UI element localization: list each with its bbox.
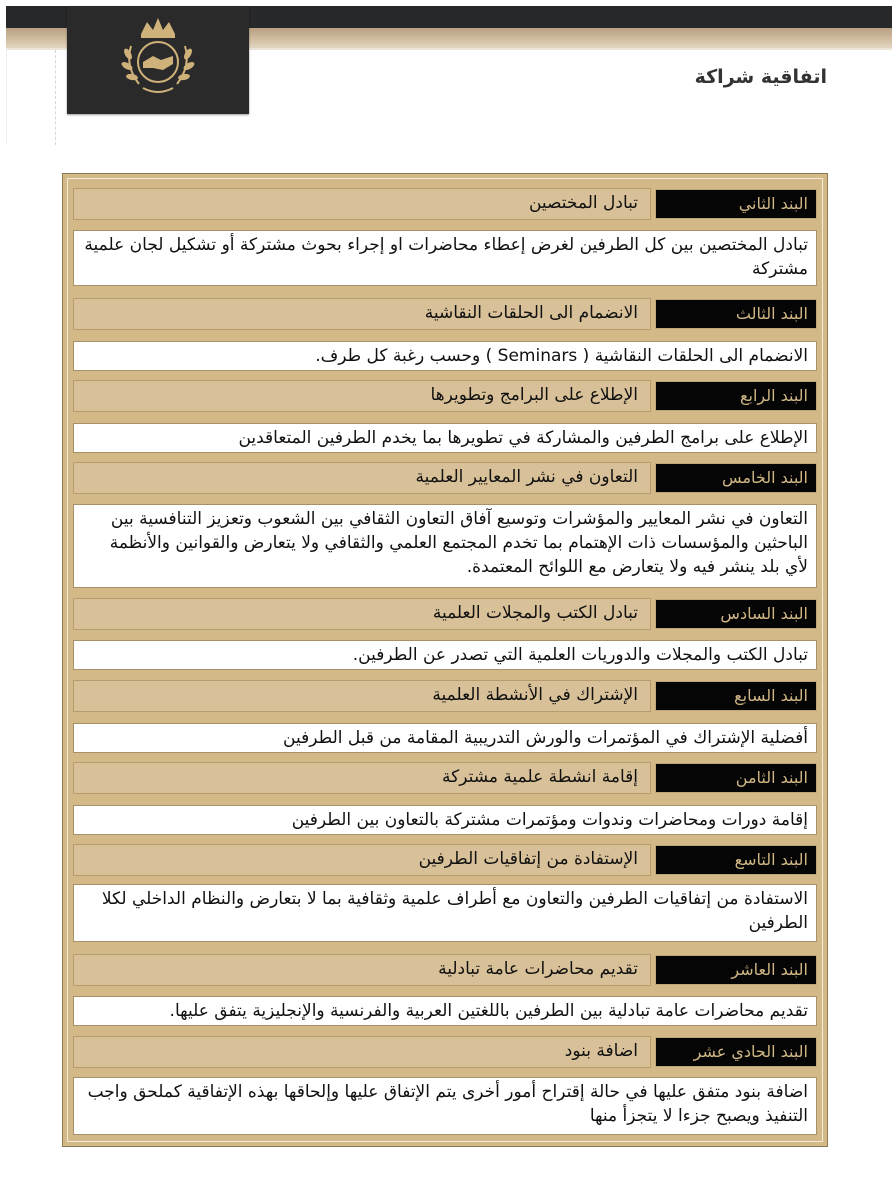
clause-label: البند العاشر: [655, 955, 817, 985]
agreement-clauses-frame: [62, 173, 828, 1147]
clause-title: تقديم محاضرات عامة تبادلية: [438, 959, 638, 979]
crown-handshake-laurel-icon: [103, 16, 213, 106]
clause-header: [73, 762, 817, 794]
header-margin-dashed-line: [55, 50, 57, 145]
clause-header: [73, 298, 817, 330]
clause-title-bar: [73, 462, 651, 494]
clause-body: التعاون في نشر المعايير والمؤشرات وتوسيع آفاق التعاون الثقافي بين الشعوب وتعزيز التنافسية بين الباحثين والمؤسسات ذات الإهتمام بما تخدم المجتمع العلمي والثقافي ولا يتعارض والقوانين والأنظمة لأي بلد ينشر فيه ولا يتعارض مع اللوائح المعتمدة.: [73, 504, 817, 588]
clause-body: تبادل المختصين بين كل الطرفين لغرض إعطاء محاضرات او إجراء بحوث مشتركة أو تشكيل لجان علمية مشتركة: [73, 230, 817, 286]
clause-body: اضافة بنود متفق عليها في حالة إقتراح أمور أخرى يتم الإتفاق عليها وإلحاقها بهذه الإتفاقية كملحق واجب التنفيذ ويصبح جزءا لا يتجزأ منها: [73, 1077, 817, 1135]
clause-title: تبادل المختصين: [528, 193, 638, 213]
clause-title-bar: [73, 380, 651, 412]
clause-header: [73, 844, 817, 876]
clause-title-bar: [73, 954, 651, 986]
clause-title: الإستفادة من إتفاقيات الطرفين: [418, 849, 638, 869]
clause-header: [73, 598, 817, 630]
clause-header: [73, 462, 817, 494]
clause-label: البند الحادي عشر: [655, 1037, 817, 1067]
clause-title: اضافة بنود: [564, 1041, 638, 1061]
clause-label: البند الثامن: [655, 763, 817, 793]
clause-header: [73, 380, 817, 412]
clause-title: إقامة انشطة علمية مشتركة: [442, 767, 638, 787]
clause-title: تبادل الكتب والمجلات العلمية: [432, 603, 638, 623]
clause-title-bar: [73, 188, 651, 220]
clause-label: البند الرابع: [655, 381, 817, 411]
clause-label: البند الخامس: [655, 463, 817, 493]
clause-title-bar: [73, 844, 651, 876]
clause-header: [73, 680, 817, 712]
clause-label: البند التاسع: [655, 845, 817, 875]
clause-header: [73, 1036, 817, 1068]
clause-label: البند السابع: [655, 681, 817, 711]
clause-title: الإشتراك في الأنشطة العلمية: [432, 685, 638, 705]
clause-title-bar: [73, 1036, 651, 1068]
clause-title: الانضمام الى الحلقات النقاشية: [424, 303, 638, 323]
page-title: اتفاقية شراكة: [694, 66, 827, 88]
clause-title: التعاون في نشر المعايير العلمية: [415, 467, 638, 487]
clause-label: البند السادس: [655, 599, 817, 629]
clause-header: [73, 954, 817, 986]
clause-title: الإطلاع على البرامج وتطويرها: [430, 385, 638, 405]
clause-body: أفضلية الإشتراك في المؤتمرات والورش التدريبية المقامة من قبل الطرفين: [73, 723, 817, 753]
clause-title-bar: [73, 680, 651, 712]
logo: [67, 6, 249, 114]
clause-title-bar: [73, 762, 651, 794]
clause-body: تقديم محاضرات عامة تبادلية بين الطرفين باللغتين العربية والفرنسية والإنجليزية يتفق عليها.: [73, 996, 817, 1026]
header-margin-line: [6, 48, 7, 145]
clause-label: البند الثاني: [655, 189, 817, 219]
clause-title-bar: [73, 298, 651, 330]
clause-title-bar: [73, 598, 651, 630]
clause-body: إقامة دورات ومحاضرات وندوات ومؤتمرات مشتركة بالتعاون بين الطرفين: [73, 805, 817, 835]
clause-header: [73, 188, 817, 220]
clause-label: البند الثالث: [655, 299, 817, 329]
clause-body: الانضمام الى الحلقات النقاشية ( Seminars ) وحسب رغبة كل طرف.: [73, 341, 817, 371]
clause-body: تبادل الكتب والمجلات والدوريات العلمية التي تصدر عن الطرفين.: [73, 640, 817, 670]
clause-body: الإطلاع على برامج الطرفين والمشاركة في تطويرها بما يخدم الطرفين المتعاقدين: [73, 423, 817, 453]
clause-body: الاستفادة من إتفاقيات الطرفين والتعاون مع أطراف علمية وثقافية بما لا بتعارض والنظام الداخلي لكلا الطرفين: [73, 884, 817, 942]
